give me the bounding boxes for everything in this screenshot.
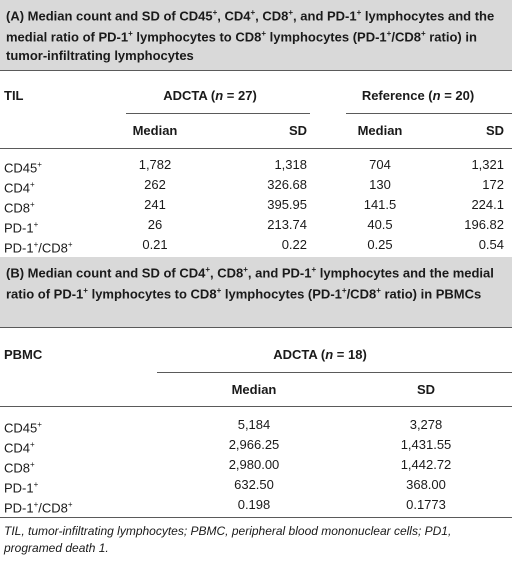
cell-sd-2: 172 [482,177,504,192]
cell-sd-1: 0.22 [281,237,307,252]
table-b-group-rule [157,372,512,373]
cell-median: 2,966.25 [228,437,280,452]
table-a-top-rule [0,70,512,71]
cell-median-1: 241 [144,197,166,212]
table-b-row-header: PBMC [4,347,43,362]
table-b-top-rule [0,327,512,328]
table-a-group2-header: Reference (n = 20) [361,88,475,103]
row-label: PD-1+/CD8+ [4,240,73,256]
table-a-caption: (A) Median count and SD of CD45+, CD4+, CD8+, and PD-1+ lymphocytes and the medial ratio of PD-1+ lymphocytes to CD8+ lymphocytes (PD-1+/CD8+ ratio) in tumor-infiltrating lymphocytes [0,0,512,70]
table-row [0,215,512,235]
table-a-group1-header: ADCTA (n = 27) [163,88,257,103]
table-row [0,415,512,435]
cell-median-2: 40.5 [367,217,393,232]
table-a-group1-rule [126,113,310,114]
table-b-col-sd: SD [416,382,436,397]
table-b-header-rule [0,406,512,407]
table-a-group2-rule [346,113,512,114]
cell-sd: 1,431.55 [400,437,452,452]
table-a-column-header-row [0,121,512,141]
row-label: CD45+ [4,160,42,176]
table-b-group-header: ADCTA (n = 18) [273,347,367,362]
table-row [0,495,512,515]
table-row [0,155,512,175]
table-row [0,475,512,495]
cell-median-1: 0.21 [142,237,168,252]
table-a-col-median-2: Median [357,123,403,138]
table-b-col-median: Median [231,382,277,397]
cell-sd: 368.00 [406,477,446,492]
cell-median-1: 1,782 [138,157,172,172]
row-label: CD8+ [4,460,35,476]
cell-median: 5,184 [237,417,271,432]
row-label: PD-1+ [4,220,39,236]
table-a-row-header: TIL [4,88,24,103]
cell-median-2: 141.5 [363,197,397,212]
cell-median-2: 130 [369,177,391,192]
row-label: CD8+ [4,200,35,216]
table-row [0,435,512,455]
cell-sd-1: 326.68 [267,177,307,192]
cell-median-1: 26 [147,217,163,232]
table-footnote: TIL, tumor-infiltrating lymphocytes; PBMC, peripheral blood mononuclear cells; PD1, programed death 1. [4,524,452,555]
table-a-header-rule [0,148,512,149]
table-a-col-median-1: Median [132,123,178,138]
table-row [0,195,512,215]
cell-sd-2: 0.54 [478,237,504,252]
cell-sd-1: 395.95 [267,197,307,212]
cell-median: 2,980.00 [228,457,280,472]
cell-median: 632.50 [234,477,274,492]
table-row [0,175,512,195]
table-b-bottom-rule [0,517,512,518]
table-row [0,455,512,475]
table-a-col-sd-2: SD [485,123,504,138]
table-a-col-sd-1: SD [288,123,307,138]
row-label: CD4+ [4,180,35,196]
cell-median-2: 704 [369,157,391,172]
cell-sd-2: 196.82 [464,217,504,232]
table-b-column-header-row [0,380,512,400]
row-label: CD4+ [4,440,35,456]
cell-median-1: 262 [144,177,166,192]
table-row [0,235,512,255]
table-b-caption: (B) Median count and SD of CD4+, CD8+, and PD-1+ lymphocytes and the medial ratio of PD-1+ lymphocytes to CD8+ lymphocytes (PD-1+/CD8+ ratio) in PBMCs [0,257,512,327]
cell-median: 0.198 [237,497,271,512]
row-label: CD45+ [4,420,42,436]
cell-median-2: 0.25 [367,237,393,252]
table-b-group-header-row [0,345,512,365]
cell-sd: 0.1773 [406,497,446,512]
cell-sd-1: 1,318 [274,157,307,172]
row-label: PD-1+ [4,480,39,496]
table-a-group-header-row [0,86,512,106]
cell-sd: 1,442.72 [400,457,452,472]
cell-sd-2: 1,321 [471,157,504,172]
cell-sd: 3,278 [409,417,443,432]
cell-sd-2: 224.1 [471,197,504,212]
cell-sd-1: 213.74 [267,217,307,232]
row-label: PD-1+/CD8+ [4,500,73,516]
